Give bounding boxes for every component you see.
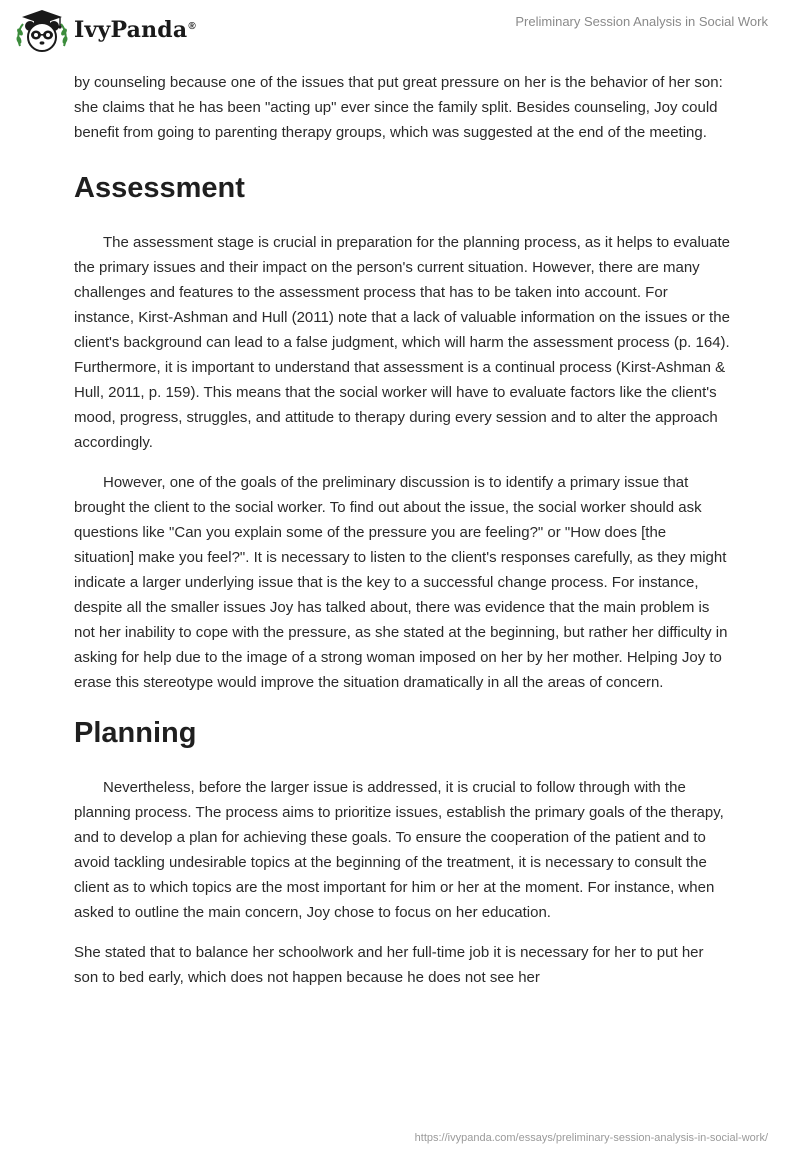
paragraph: Nevertheless, before the larger issue is addressed, it is crucial to follow through with the planning process. The process aims to prioritize issues, establish the primary goals of the therapy, and to develop a plan for achieving these goals. To ensure the cooperation of the patient and to avoid tackling undesirable topics at the beginning of the treatment, it is necessary to consult the client as to which topics are the most important for him or her at the moment. For instance, when asked to outline the main concern, Joy chose to focus on her education. [74, 779, 724, 921]
paragraph: The assessment stage is crucial in preparation for the planning process, as it helps to evaluate the primary issues and their impact on the person's current situation. However, there are many challenges and features to the assessment process that has to be taken into account. For instance, Kirst-Ashman and Hull (2011) note that a lack of valuable information on the issues or the client's background can lead to a false judgment, which will harm the assessment process (p. 164). Furthermore, it is important to understand that assessment is a continual process (Kirst-Ashman & Hull, 2011, p. 159). This means that the social worker will have to evaluate factors like the client's mood, progress, struggles, and attitude to therapy during every session and to alter the approach accordingly. [74, 234, 731, 451]
paragraph: She stated that to balance her schoolwork and her full-time job it is necessary for her to put her son to bed early, which does not happen because he does not see her [74, 944, 704, 986]
brand-name: IvyPanda® [74, 17, 196, 43]
source-url[interactable]: https://ivypanda.com/essays/preliminary-session-analysis-in-social-work/ [414, 1132, 768, 1144]
page-header [0, 0, 800, 62]
panda-graduate-icon [14, 6, 70, 54]
document-title: Preliminary Session Analysis in Social Work [515, 14, 768, 29]
section-heading-planning: Planning [74, 717, 197, 749]
section-heading-assessment: Assessment [74, 172, 245, 204]
essay-body [74, 70, 730, 990]
paragraph: by counseling because one of the issues that put great pressure on her is the behavior of her son: she claims that he has been "acting up" ever since the family split. Besides counseling, Joy could benefit from going to parenting therapy groups, which was suggested at the end of the meeting. [74, 74, 723, 141]
paragraph: However, one of the goals of the preliminary discussion is to identify a primary issue that brought the client to the social worker. To find out about the issue, the social worker should ask questions like "Can you explain some of the pressure you are feeling?" or "How does [the situation] make you feel?". It is necessary to listen to the client's responses carefully, as they might indicate a larger underlying issue that is the key to a successful change process. For instance, despite all the smaller issues Joy has talked about, there was evidence that the main problem is not her inability to cope with the pressure, as she stated at the beginning, but rather her difficulty in asking for help due to the image of a strong woman imposed on her by her mother. Helping Joy to erase this stereotype would improve the situation dramatically in all the areas of concern. [74, 474, 728, 691]
brand-logo[interactable] [14, 6, 196, 54]
